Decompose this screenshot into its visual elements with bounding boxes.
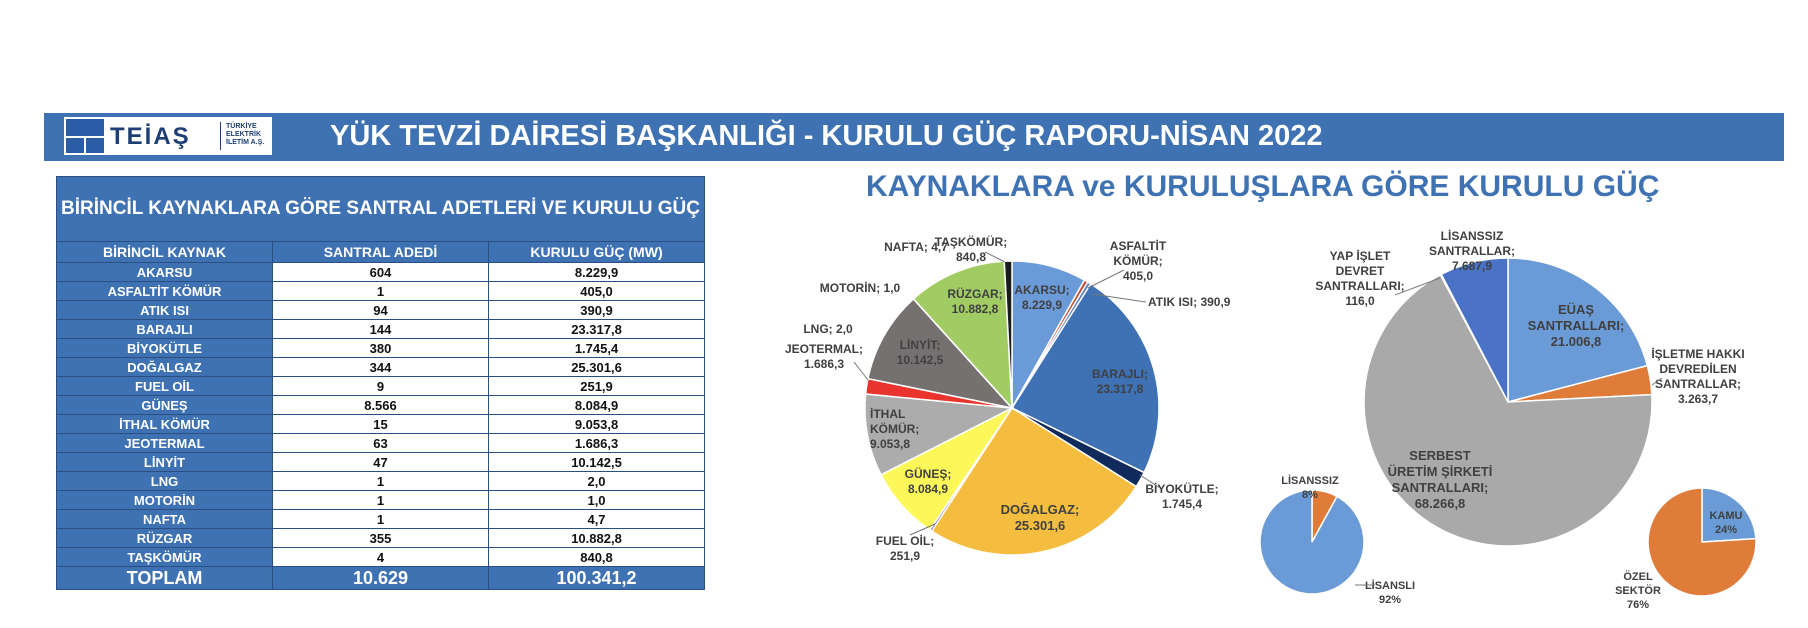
label-gunes: GÜNEŞ; <box>904 467 952 481</box>
label-serbest: ÜRETİM ŞİRKETİ <box>1387 464 1493 479</box>
charts-title: KAYNAKLARA ve KURULUŞLARA GÖRE KURULU GÜÇ <box>866 170 1660 203</box>
label-linyit: 10.142,5 <box>896 353 944 367</box>
count-cell: 1 <box>273 472 489 491</box>
count-cell: 144 <box>273 320 489 339</box>
power-cell: 9.053,8 <box>489 415 705 434</box>
label-motorin: MOTORİN; 1,0 <box>819 281 901 295</box>
label-lisanssiz-santrallar: 7.687,9 <box>1451 259 1493 273</box>
license-pie-slice-lisansli <box>1260 490 1364 594</box>
power-cell: 8.084,9 <box>489 396 705 415</box>
power-cell: 8.229,9 <box>489 263 705 282</box>
label-gunes: 8.084,9 <box>907 482 949 496</box>
label-kamu: KAMU <box>1709 510 1743 522</box>
label-jeotermal: 1.686,3 <box>803 357 845 371</box>
count-cell: 380 <box>273 339 489 358</box>
count-cell: 15 <box>273 415 489 434</box>
leader-taskomur <box>985 252 1005 262</box>
source-cell: AKARSU <box>57 263 273 282</box>
label-isletme-hakki: 3.263,7 <box>1677 392 1719 406</box>
label-ozel-sektor: ÖZEL <box>1623 571 1653 583</box>
power-cell: 390,9 <box>489 301 705 320</box>
source-cell: İTHAL KÖMÜR <box>57 415 273 434</box>
power-cell: 405,0 <box>489 282 705 301</box>
label-taskomur: 840,8 <box>955 250 987 264</box>
label-ruzgar: 10.882,8 <box>951 302 999 316</box>
count-cell: 9 <box>273 377 489 396</box>
label-serbest: SANTRALLARI; <box>1391 480 1489 495</box>
label-lng: LNG; 2,0 <box>803 322 853 336</box>
label-lisanssiz: 8% <box>1302 489 1318 501</box>
power-cell: 840,8 <box>489 548 705 567</box>
count-cell: 344 <box>273 358 489 377</box>
count-cell: 63 <box>273 434 489 453</box>
label-barajli: 23.317,8 <box>1096 382 1144 396</box>
report-title: YÜK TEVZİ DAİRESİ BAŞKANLIĞI - KURULU GÜÇ RAPORU-NİSAN 2022 <box>330 120 1323 152</box>
source-cell: MOTORİN <box>57 491 273 510</box>
label-euas: SANTRALLARI; <box>1527 318 1625 333</box>
label-yap-islet: YAP İŞLET <box>1329 249 1391 263</box>
label-ozel-sektor: 76% <box>1626 599 1650 611</box>
label-lisanssiz-santrallar: SANTRALLAR; <box>1429 244 1515 258</box>
power-cell: 1.745,4 <box>489 339 705 358</box>
power-cell: 1.686,3 <box>489 434 705 453</box>
source-cell: NAFTA <box>57 510 273 529</box>
leader-jeotermal <box>854 362 868 380</box>
label-yap-islet: SANTRALLARI; <box>1315 279 1405 293</box>
logo-sub-line: TÜRKİYE <box>226 123 257 130</box>
power-cell: 25.301,6 <box>489 358 705 377</box>
count-cell: 94 <box>273 301 489 320</box>
source-cell: BİYOKÜTLE <box>57 339 273 358</box>
label-ozel-sektor: SEKTÖR <box>1615 585 1661 597</box>
label-isletme-hakki: DEVREDİLEN <box>1659 362 1737 376</box>
source-cell: GÜNEŞ <box>57 396 273 415</box>
label-yap-islet: 116,0 <box>1345 294 1375 308</box>
total-power: 100.341,2 <box>489 567 705 590</box>
label-taskomur: TAŞKÖMÜR; <box>934 235 1008 249</box>
label-fuel-oil: FUEL OİL; <box>875 534 935 548</box>
logo-sub-line: İLETİM A.Ş. <box>226 139 265 146</box>
source-cell: LNG <box>57 472 273 491</box>
count-cell: 8.566 <box>273 396 489 415</box>
source-cell: JEOTERMAL <box>57 434 273 453</box>
count-cell: 1 <box>273 282 489 301</box>
label-lisansli: LİSANSLI <box>1364 580 1416 592</box>
label-lisanssiz-santrallar: LİSANSSIZ <box>1440 229 1504 243</box>
label-jeotermal: JEOTERMAL; <box>785 342 863 356</box>
leader-asfaltit <box>1088 270 1124 288</box>
power-cell: 23.317,8 <box>489 320 705 339</box>
source-cell: LİNYİT <box>57 453 273 472</box>
label-asfaltit-komur: ASFALTİT <box>1109 239 1167 253</box>
label-ithal-komur: 9.053,8 <box>870 437 911 451</box>
count-cell: 1 <box>273 510 489 529</box>
source-cell: BARAJLI <box>57 320 273 339</box>
label-serbest: SERBEST <box>1409 448 1471 463</box>
power-cell: 1,0 <box>489 491 705 510</box>
label-fuel-oil: 251,9 <box>889 549 921 563</box>
label-dogalgaz: 25.301,6 <box>1014 518 1066 533</box>
label-serbest: 68.266,8 <box>1414 496 1466 511</box>
source-cell: RÜZGAR <box>57 529 273 548</box>
label-nafta: NAFTA; 4,7 <box>884 240 948 254</box>
label-euas: EÜAŞ <box>1557 302 1595 317</box>
total-label: TOPLAM <box>57 567 273 590</box>
label-linyit: LİNYİT; <box>899 338 941 352</box>
source-cell: FUEL OİL <box>57 377 273 396</box>
label-akarsu: AKARSU; <box>1014 283 1070 297</box>
label-akarsu: 8.229,9 <box>1021 298 1063 312</box>
source-cell: ATIK ISI <box>57 301 273 320</box>
count-cell: 47 <box>273 453 489 472</box>
label-isletme-hakki: SANTRALLAR; <box>1655 377 1741 391</box>
label-lisanssiz: LİSANSSIZ <box>1281 475 1339 487</box>
label-kamu: 24% <box>1714 524 1738 536</box>
source-cell: DOĞALGAZ <box>57 358 273 377</box>
label-atik-isi: ATIK ISI; 390,9 <box>1148 295 1231 309</box>
label-biyokutle: 1.745,4 <box>1161 497 1203 511</box>
header-source: BİRİNCİL KAYNAK <box>57 242 273 263</box>
source-cell: ASFALTİT KÖMÜR <box>57 282 273 301</box>
count-cell: 4 <box>273 548 489 567</box>
label-ruzgar: RÜZGAR; <box>947 287 1003 301</box>
label-asfaltit-komur: KÖMÜR; <box>1113 254 1163 268</box>
power-cell: 10.882,8 <box>489 529 705 548</box>
label-yap-islet: DEVRET <box>1335 264 1385 278</box>
label-euas: 21.006,8 <box>1550 334 1602 349</box>
label-biyokutle: BİYOKÜTLE; <box>1145 482 1219 496</box>
power-cell: 10.142,5 <box>489 453 705 472</box>
label-barajli: BARAJLI; <box>1092 367 1148 381</box>
label-asfaltit-komur: 405,0 <box>1122 269 1154 283</box>
label-isletme-hakki: İŞLETME HAKKI <box>1651 347 1745 361</box>
label-ithal-komur: KÖMÜR; <box>870 422 920 436</box>
logo-sub-line: ELEKTRİK <box>226 131 261 138</box>
source-cell: TAŞKÖMÜR <box>57 548 273 567</box>
total-count: 10.629 <box>273 567 489 590</box>
power-cell: 251,9 <box>489 377 705 396</box>
label-dogalgaz: DOĞALGAZ; <box>1000 502 1080 517</box>
count-cell: 604 <box>273 263 489 282</box>
header-power: KURULU GÜÇ (MW) <box>489 242 705 263</box>
power-cell: 4,7 <box>489 510 705 529</box>
logo-name: TEİAŞ <box>110 123 191 150</box>
label-ithal-komur: İTHAL <box>870 407 906 421</box>
count-cell: 355 <box>273 529 489 548</box>
count-cell: 1 <box>273 491 489 510</box>
table-caption: BİRİNCİL KAYNAKLARA GÖRE SANTRAL ADETLERİ VE KURULU GÜÇ <box>57 177 705 242</box>
header-count: SANTRAL ADEDİ <box>273 242 489 263</box>
power-cell: 2,0 <box>489 472 705 491</box>
label-lisansli: 92% <box>1378 594 1402 606</box>
